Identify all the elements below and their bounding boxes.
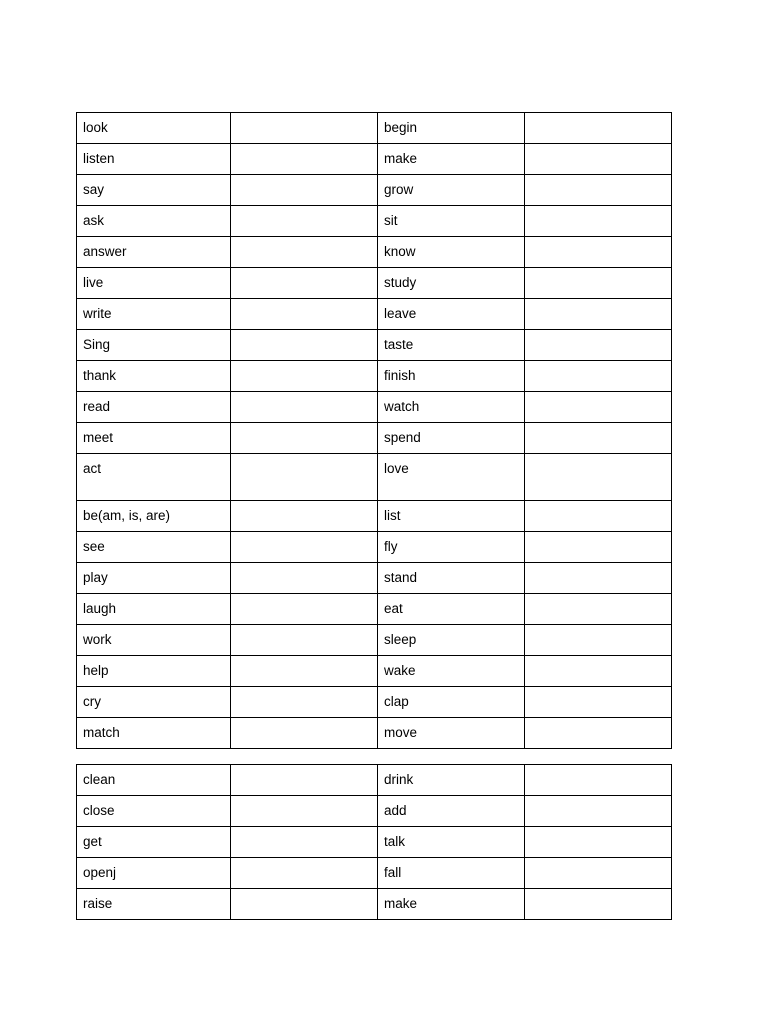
english-word-cell: drink <box>378 765 525 796</box>
english-word-cell: finish <box>378 361 525 392</box>
english-word-cell: wake <box>378 656 525 687</box>
translation-cell <box>231 656 378 687</box>
table-row <box>77 237 672 268</box>
english-word-cell: look <box>77 113 231 144</box>
translation-cell <box>525 765 672 796</box>
english-word-cell: clap <box>378 687 525 718</box>
translation-cell <box>525 796 672 827</box>
english-word-cell: grow <box>378 175 525 206</box>
translation-cell <box>525 237 672 268</box>
translation-cell <box>231 532 378 563</box>
english-word-cell: make <box>378 889 525 920</box>
english-word-cell: openj <box>77 858 231 889</box>
translation-cell <box>525 175 672 206</box>
english-word-cell: move <box>378 718 525 749</box>
english-word-cell: spend <box>378 423 525 454</box>
translation-cell <box>231 392 378 423</box>
translation-cell <box>231 765 378 796</box>
table-row <box>77 175 672 206</box>
translation-cell <box>525 268 672 299</box>
english-word-cell: read <box>77 392 231 423</box>
english-word-cell: thank <box>77 361 231 392</box>
english-word-cell: laugh <box>77 594 231 625</box>
translation-cell <box>231 299 378 330</box>
english-word-cell: fly <box>378 532 525 563</box>
table-row <box>77 687 672 718</box>
table-row <box>77 392 672 423</box>
translation-cell <box>525 625 672 656</box>
translation-cell <box>231 144 378 175</box>
translation-cell <box>525 532 672 563</box>
table-row <box>77 796 672 827</box>
english-word-cell: close <box>77 796 231 827</box>
english-word-cell: make <box>378 144 525 175</box>
translation-cell <box>525 299 672 330</box>
table-row <box>77 827 672 858</box>
english-word-cell: stand <box>378 563 525 594</box>
translation-cell <box>525 687 672 718</box>
table-row <box>77 858 672 889</box>
translation-cell <box>525 889 672 920</box>
translation-cell <box>231 237 378 268</box>
translation-cell <box>231 594 378 625</box>
translation-cell <box>525 113 672 144</box>
english-word-cell: work <box>77 625 231 656</box>
translation-cell <box>525 827 672 858</box>
english-word-cell: clean <box>77 765 231 796</box>
translation-cell <box>525 718 672 749</box>
translation-cell <box>231 175 378 206</box>
table-row <box>77 206 672 237</box>
table-row <box>77 423 672 454</box>
english-word-cell: eat <box>378 594 525 625</box>
english-word-cell: say <box>77 175 231 206</box>
english-word-cell: write <box>77 299 231 330</box>
table-row <box>77 501 672 532</box>
english-word-cell: play <box>77 563 231 594</box>
vocabulary-table-main <box>76 112 672 749</box>
english-word-cell: sleep <box>378 625 525 656</box>
translation-cell <box>231 625 378 656</box>
translation-cell <box>231 858 378 889</box>
table-row <box>77 718 672 749</box>
english-word-cell: match <box>77 718 231 749</box>
english-word-cell: ask <box>77 206 231 237</box>
vocabulary-table-extra-body <box>77 765 672 920</box>
english-word-cell: Sing <box>77 330 231 361</box>
translation-cell <box>525 423 672 454</box>
english-word-cell: raise <box>77 889 231 920</box>
english-word-cell: know <box>378 237 525 268</box>
translation-cell <box>231 330 378 361</box>
translation-cell <box>231 268 378 299</box>
table-row <box>77 361 672 392</box>
translation-cell <box>525 361 672 392</box>
english-word-cell: be(am, is, are) <box>77 501 231 532</box>
english-word-cell: act <box>77 454 231 501</box>
translation-cell <box>525 206 672 237</box>
translation-cell <box>231 454 378 501</box>
english-word-cell: cry <box>77 687 231 718</box>
table-row <box>77 144 672 175</box>
translation-cell <box>525 858 672 889</box>
table-row <box>77 454 672 501</box>
translation-cell <box>231 206 378 237</box>
english-word-cell: love <box>378 454 525 501</box>
english-word-cell: add <box>378 796 525 827</box>
vocabulary-table-extra <box>76 764 672 920</box>
table-row <box>77 299 672 330</box>
translation-cell <box>231 361 378 392</box>
english-word-cell: see <box>77 532 231 563</box>
table-row <box>77 625 672 656</box>
table-row <box>77 113 672 144</box>
english-word-cell: help <box>77 656 231 687</box>
translation-cell <box>231 501 378 532</box>
table-row <box>77 330 672 361</box>
english-word-cell: begin <box>378 113 525 144</box>
table-row <box>77 656 672 687</box>
translation-cell <box>525 563 672 594</box>
table-row <box>77 594 672 625</box>
table-row <box>77 563 672 594</box>
vocabulary-table-main-body <box>77 113 672 749</box>
english-word-cell: leave <box>378 299 525 330</box>
english-word-cell: answer <box>77 237 231 268</box>
translation-cell <box>231 687 378 718</box>
english-word-cell: get <box>77 827 231 858</box>
translation-cell <box>231 796 378 827</box>
translation-cell <box>231 827 378 858</box>
english-word-cell: listen <box>77 144 231 175</box>
english-word-cell: meet <box>77 423 231 454</box>
translation-cell <box>525 594 672 625</box>
english-word-cell: live <box>77 268 231 299</box>
translation-cell <box>525 501 672 532</box>
translation-cell <box>231 889 378 920</box>
translation-cell <box>525 330 672 361</box>
translation-cell <box>231 563 378 594</box>
translation-cell <box>525 392 672 423</box>
english-word-cell: talk <box>378 827 525 858</box>
translation-cell <box>525 656 672 687</box>
translation-cell <box>231 113 378 144</box>
translation-cell <box>525 454 672 501</box>
english-word-cell: list <box>378 501 525 532</box>
table-row <box>77 532 672 563</box>
english-word-cell: fall <box>378 858 525 889</box>
english-word-cell: sit <box>378 206 525 237</box>
table-row <box>77 268 672 299</box>
table-row <box>77 889 672 920</box>
translation-cell <box>231 423 378 454</box>
translation-cell <box>231 718 378 749</box>
translation-cell <box>525 144 672 175</box>
table-row <box>77 765 672 796</box>
english-word-cell: study <box>378 268 525 299</box>
english-word-cell: taste <box>378 330 525 361</box>
english-word-cell: watch <box>378 392 525 423</box>
